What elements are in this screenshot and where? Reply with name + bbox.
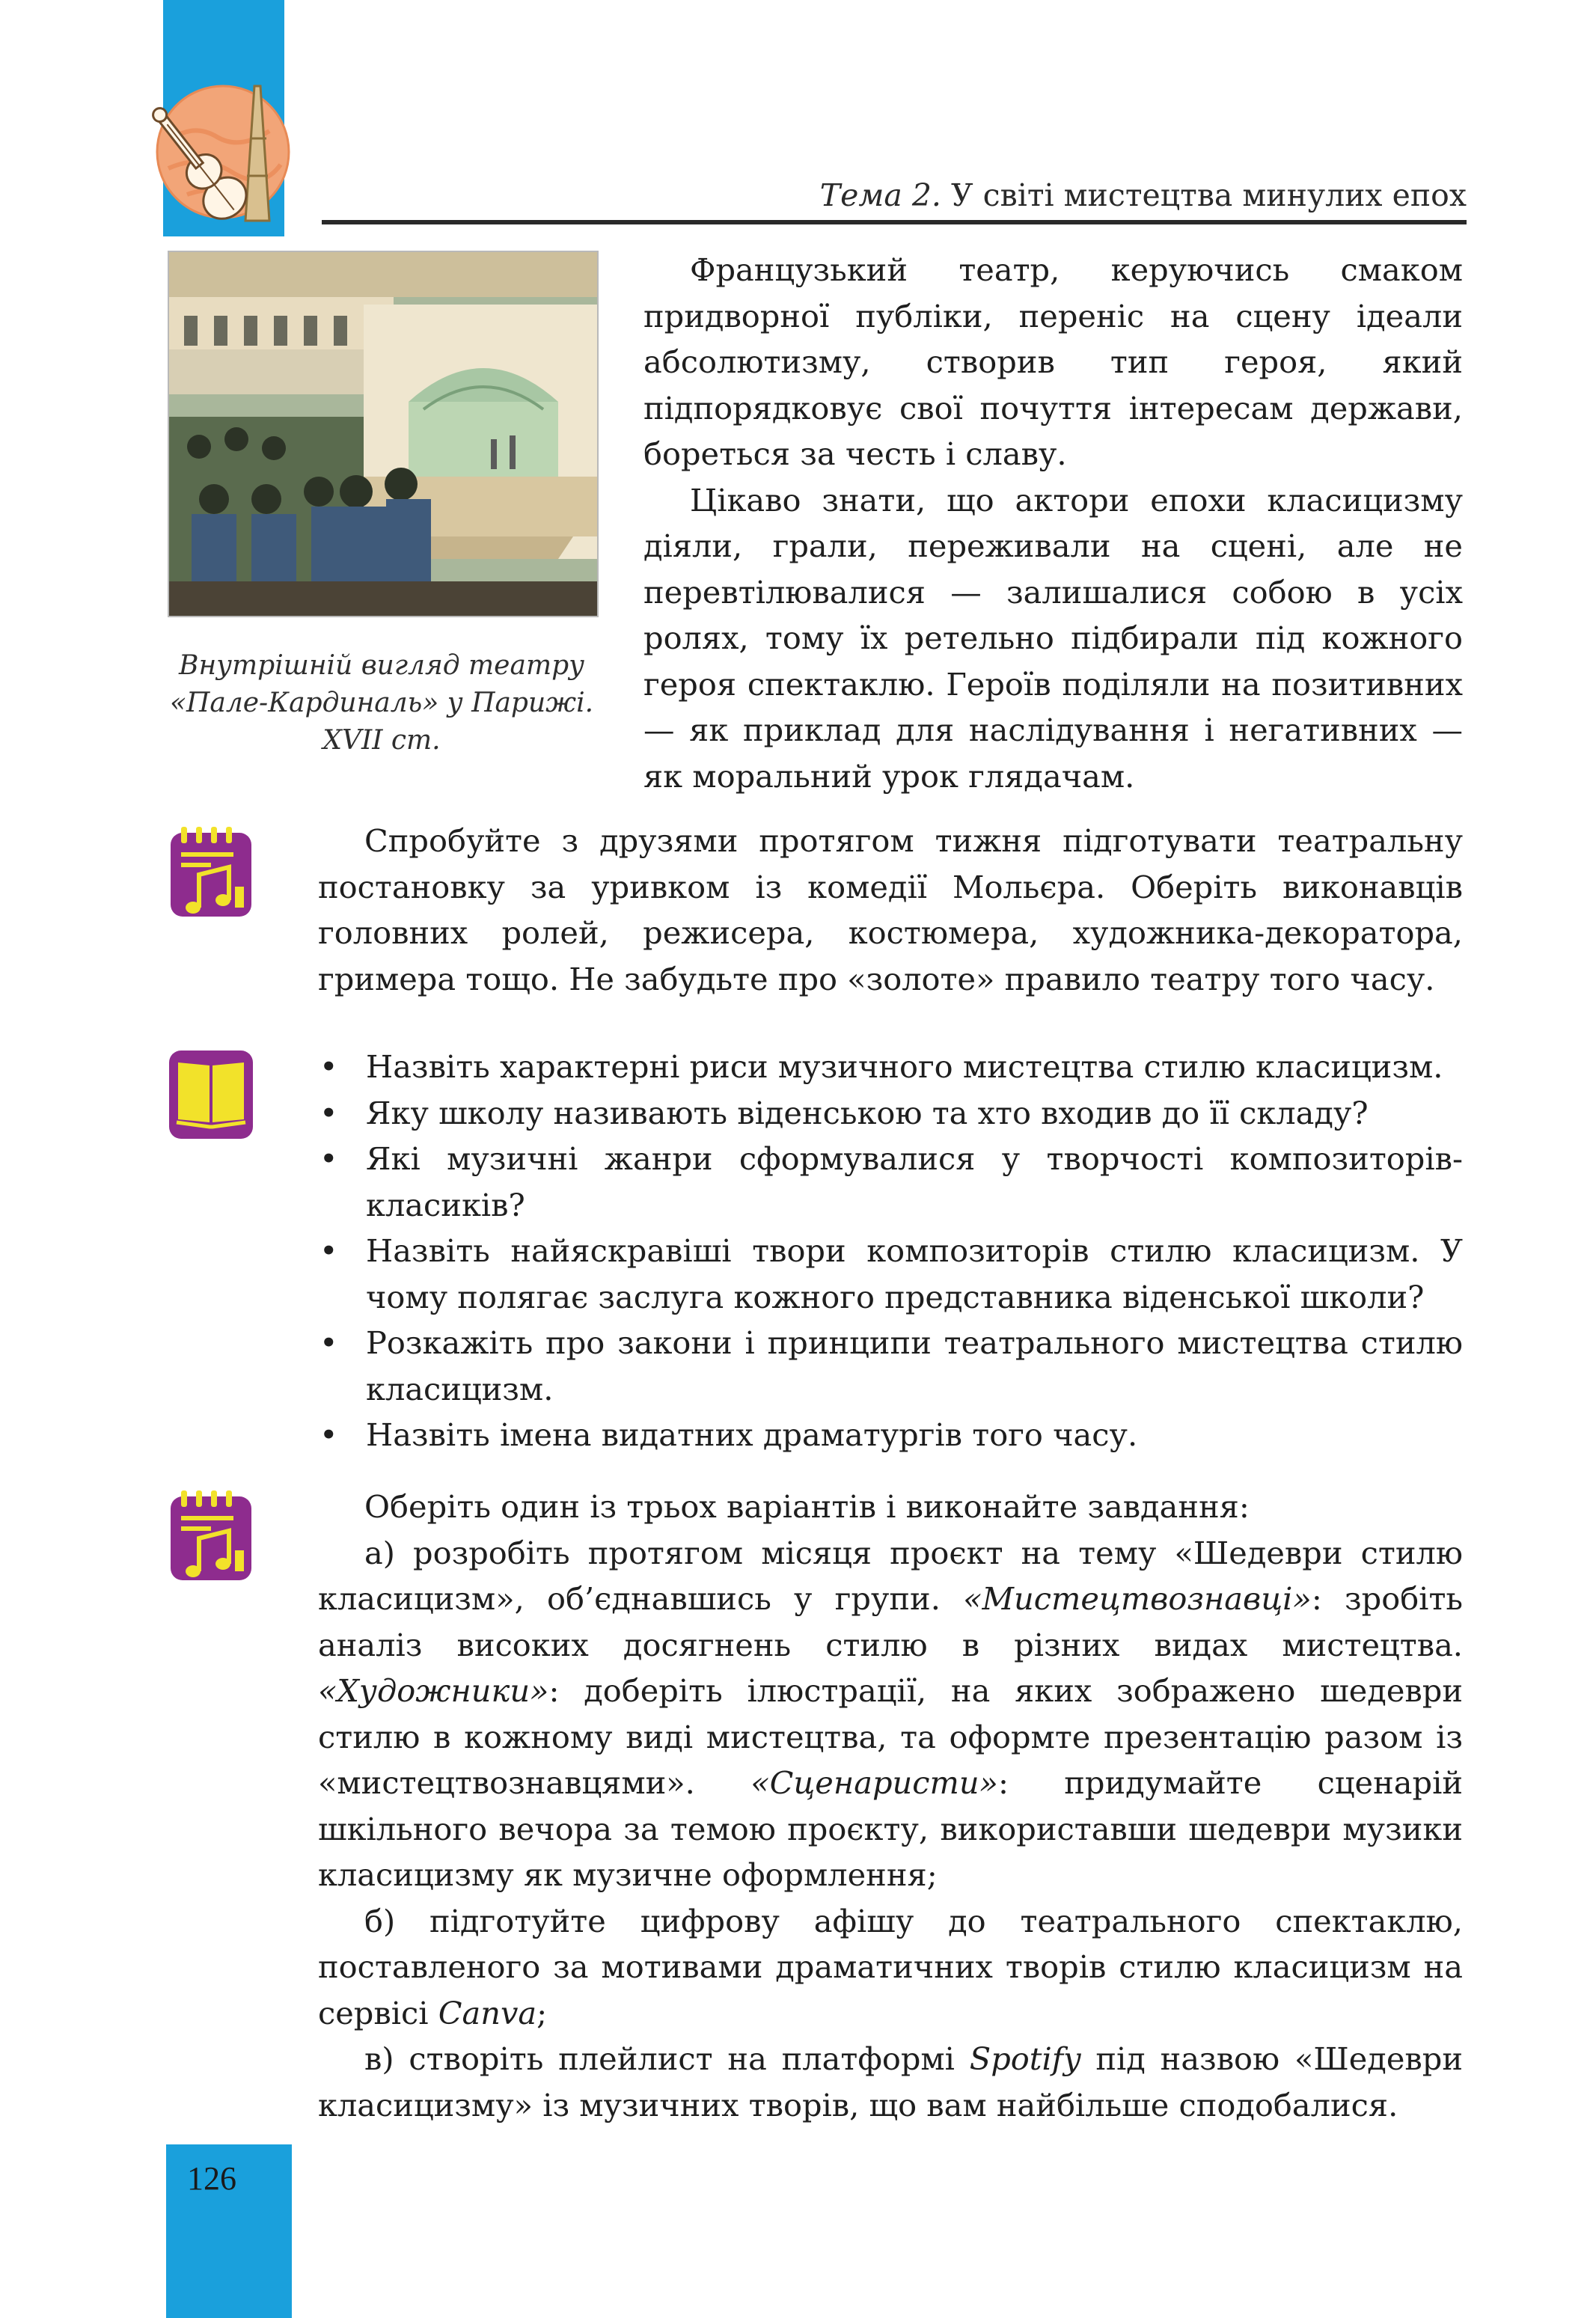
questions-list: [318, 1044, 1463, 1458]
paragraph: Спробуйте з друзями протягом тижня підготувати театральну постановку за уривком із комедії Мольєра. Оберіть виконавців головних ролей, режисера, костюмера, художника-декоратора, гримера тощо. Не забудьте про «золоте» правило театру того часу.: [318, 822, 1463, 997]
theatre-illustration: [168, 251, 599, 617]
task2-option-a: а) розробіть протягом місяця проєкт на тему «Шедеври стилю класицизм», об’єднавшись у групи. «Мистецтвознавці»: зробіть аналіз високих досягнень стилю в різних видах мистецтва. «Художники»: доберіть ілюстрації, на яких зображено шедеври стилю в кожному виді мистецтва, та оформте презентацію разом із «мистецтвознавцями». «Сценаристи»: придумайте сценарій шкільного вечора за темою проєкту, використавши шедеври музики класицизму як музичне оформлення;: [318, 1534, 1464, 1893]
paragraph: Французький театр, керуючись смаком придворної публіки, переніс на сцену ідеали абсолютизму, створив тип героя, який підпорядковує свої почуття інтересам держави, бореться за честь і славу.: [643, 251, 1463, 472]
question-item: • Які музичні жанри сформувалися у творчості композиторів-класиків?: [319, 1140, 1463, 1223]
open-book-icon: [166, 1048, 256, 1143]
question-item: • Назвіть найяскравіші твори композиторів стилю класицизм. У чому полягає заслуга кожного представника віденської школи?: [319, 1232, 1463, 1315]
caption-line: «Пале-Кардиналь» у Парижі.: [169, 688, 594, 718]
task2-text: [318, 1484, 1463, 2128]
running-header: [322, 177, 1467, 224]
task2-intro: Оберіть один із трьох варіантів і виконайте завдання:: [364, 1488, 1250, 1525]
intro-text: [643, 247, 1463, 799]
task2-option-c: в) створіть плейлист на платформі Spotify під назвою «Шедеври класицизму» із музичних творів, що вам найбільше сподобалися.: [318, 2040, 1463, 2123]
page-number: 126: [187, 2160, 236, 2197]
task2-option-b: б) підготуйте цифрову афішу до театрального спектаклю, поставленого за мотивами драматичних творів стилю класицизм на сервісі Canva;: [318, 1902, 1463, 2031]
paragraph: Цікаво знати, що актори епохи класицизму діяли, грали, переживали на сцені, але не перевтілювалися — залишалися собою в усіх ролях, тому їх ретельно підбирали під кожного героя спектаклю. Героїв поділяли на позитивних — як приклад для наслідування і негативних — як моральний урок глядачам.: [643, 481, 1463, 795]
notepad-music-note-icon: [166, 1489, 256, 1585]
caption-line: XVII ст.: [322, 725, 441, 756]
task1-text: [318, 818, 1463, 1002]
illustration-caption: [150, 647, 614, 759]
theme-label: Тема 2.: [819, 177, 941, 213]
theme-title: У світі мистецтва минулих епох: [951, 177, 1467, 213]
violin-globe-emblem-icon: [142, 71, 292, 239]
question-item: • Яку школу називають віденською та хто входив до її складу?: [319, 1094, 1369, 1131]
question-item: • Розкажіть про закони і принципи театрального мистецтва стилю класицизм.: [319, 1324, 1463, 1407]
notepad-music-note-icon: [166, 825, 256, 921]
question-item: • Назвіть імена видатних драматургів того часу.: [319, 1416, 1138, 1453]
question-item: • Назвіть характерні риси музичного мистецтва стилю класицизм.: [319, 1048, 1443, 1085]
caption-line: Внутрішній вигляд театру: [178, 650, 585, 681]
